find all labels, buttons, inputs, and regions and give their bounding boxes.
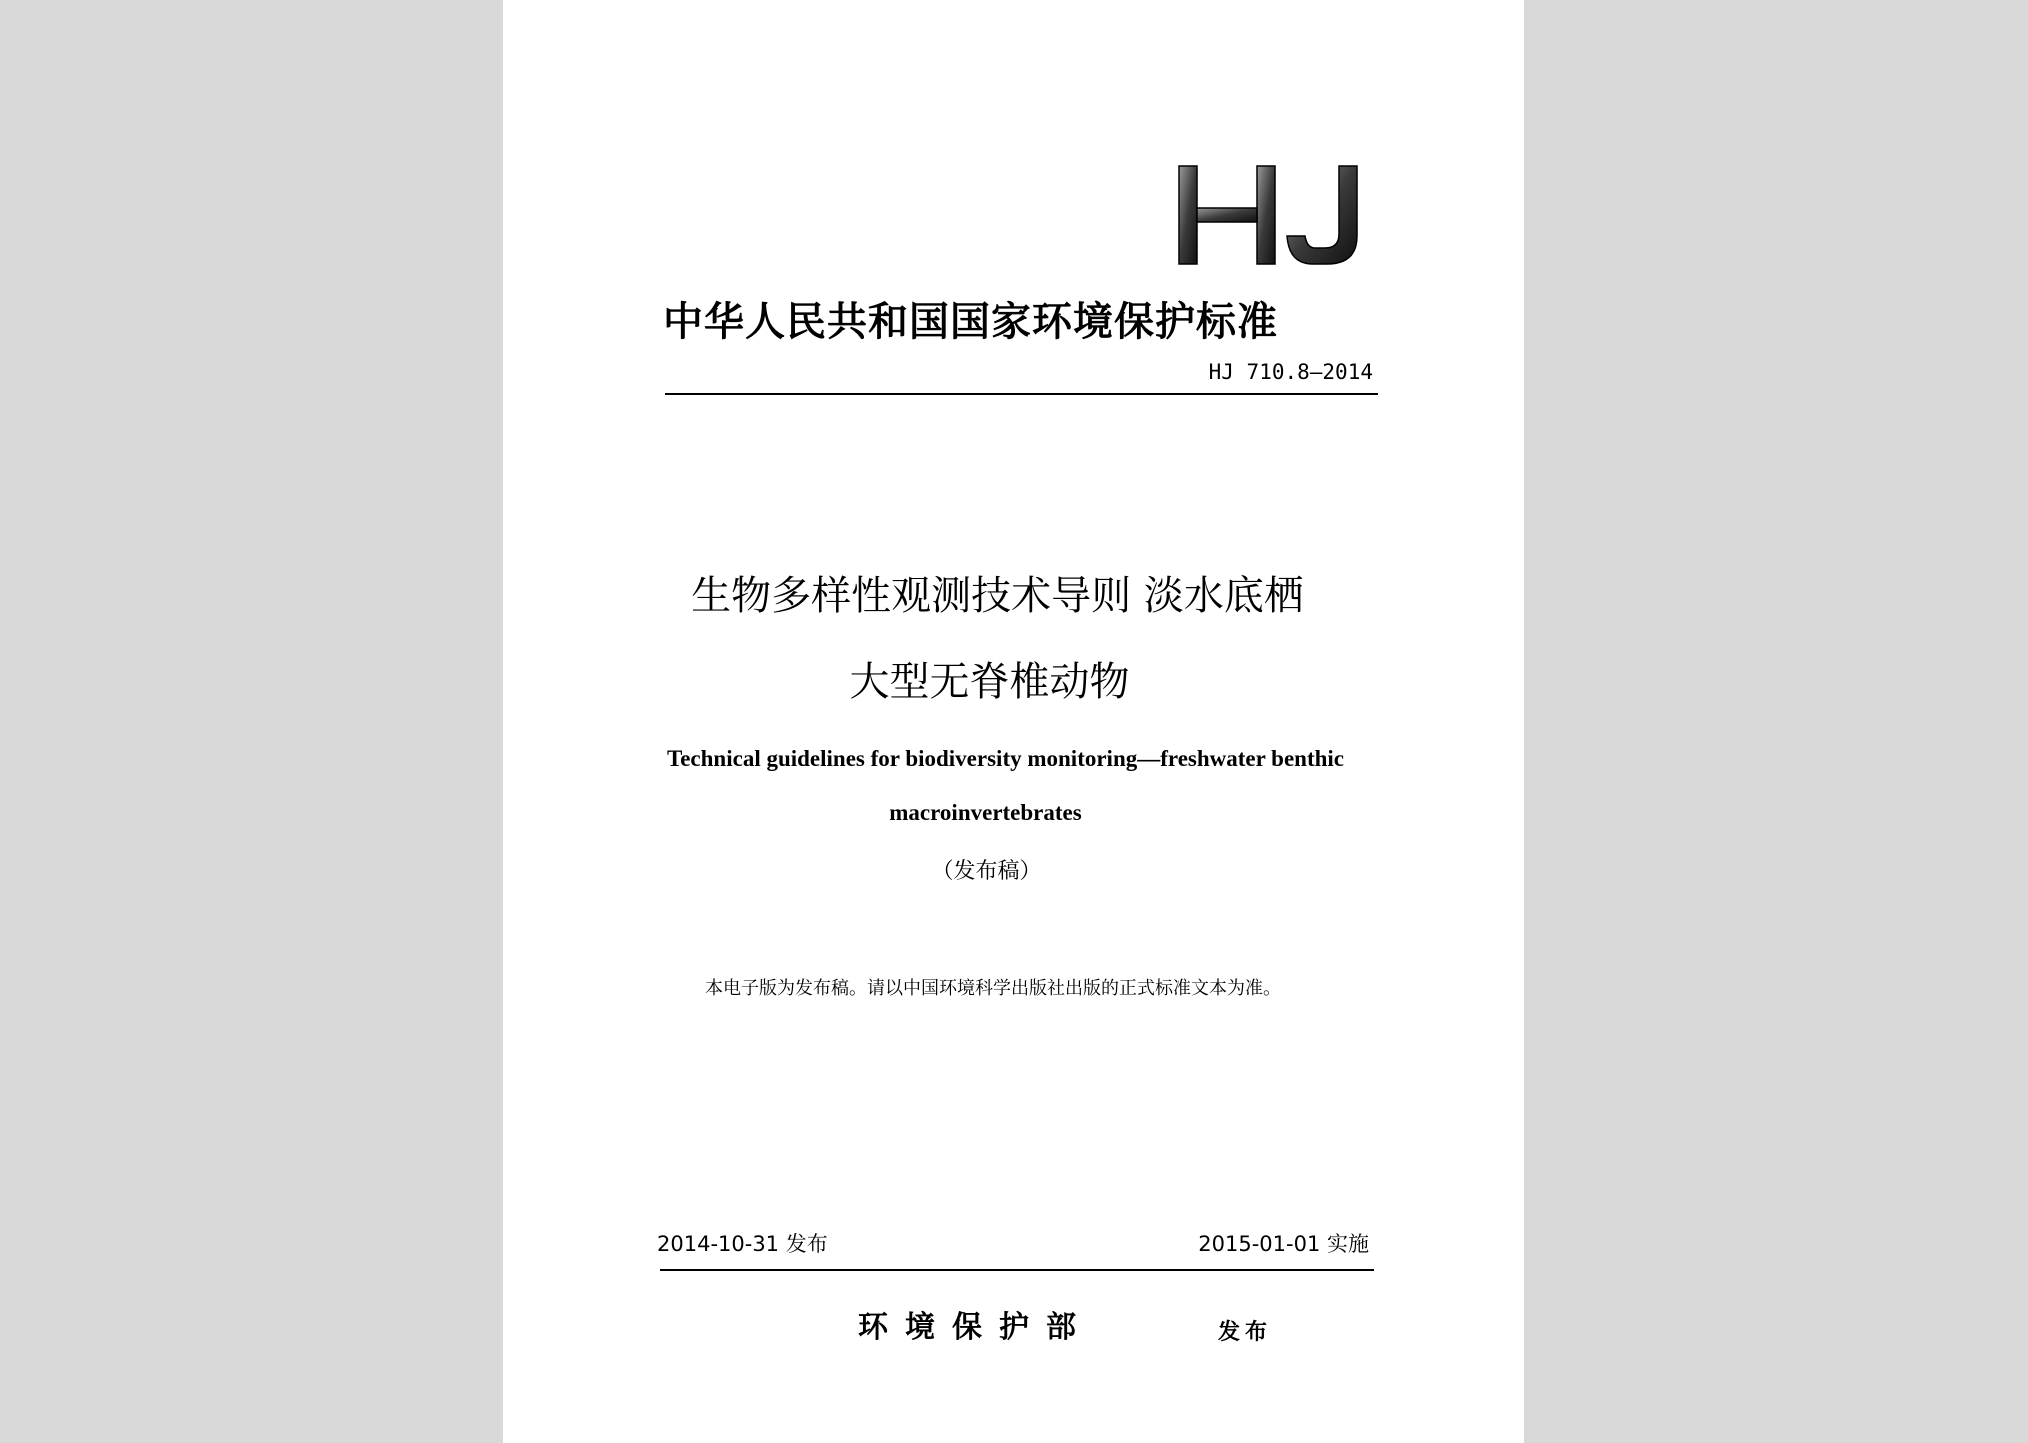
publish-label: 发布 [1218, 1320, 1273, 1345]
document-page [503, 0, 1524, 1443]
hj-logo-graphic [1171, 160, 1371, 272]
publisher-name: 环境保护部 [858, 1310, 1093, 1345]
draft-label: （发布稿） [931, 859, 1042, 884]
issue-date: 2014-10-31 发布 [657, 1232, 828, 1256]
bottom-divider [660, 1269, 1374, 1271]
top-divider [665, 393, 1378, 395]
electronic-version-notice: 本电子版为发布稿。请以中国环境科学出版社出版的正式标准文本为准。 [705, 978, 1281, 999]
hj-logo [1171, 160, 1371, 272]
chinese-title-line-2: 大型无脊椎动物 [849, 659, 1130, 705]
english-title-line-1: Technical guidelines for biodiversity monitoring—freshwater benthic [666, 746, 1345, 771]
chinese-title-line-1: 生物多样性观测技术导则 淡水底栖 [691, 573, 1304, 619]
effective-date: 2015-01-01 实施 [1198, 1232, 1369, 1256]
standard-category-title: 中华人民共和国国家环境保护标准 [663, 299, 1278, 345]
english-title-line-2: macroinvertebrates [889, 800, 1082, 825]
standard-number: HJ 710.8—2014 [1208, 360, 1373, 384]
